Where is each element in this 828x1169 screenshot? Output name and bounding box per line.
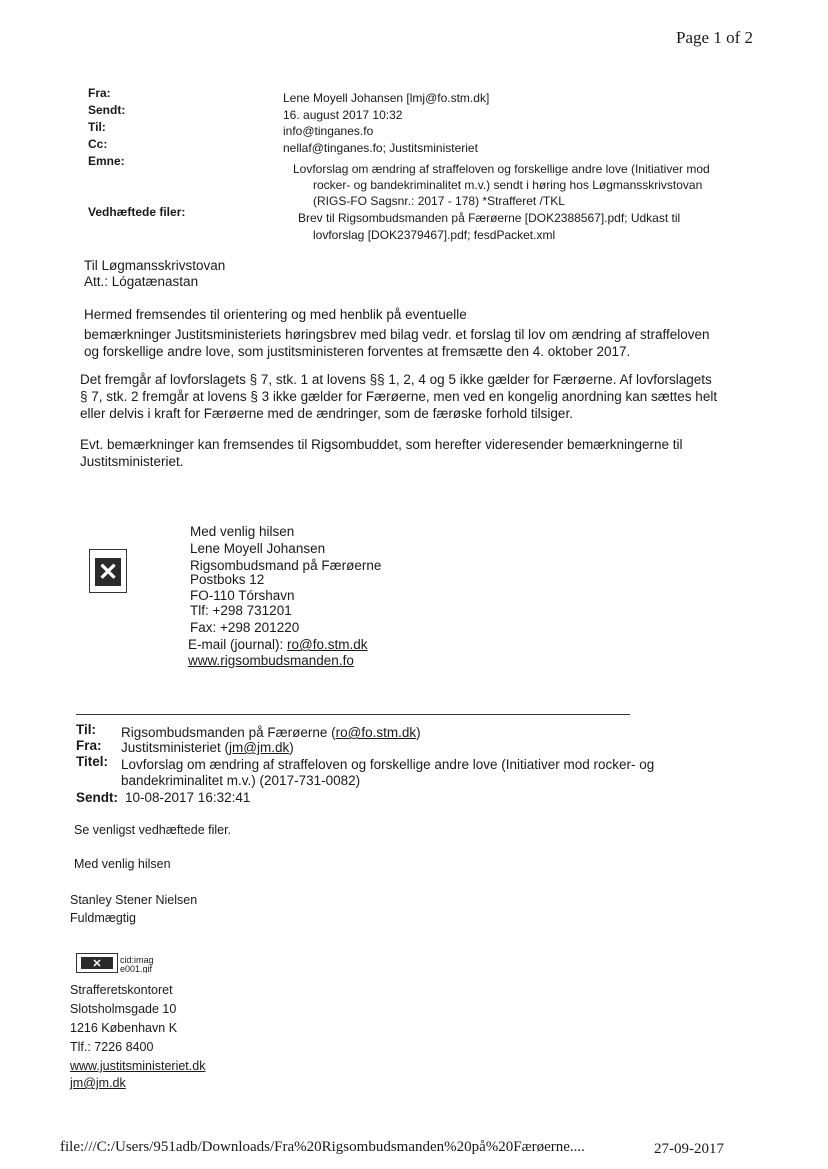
paragraph-1-line-2: bemærkninger Justitsministeriets høringsbrev med bilag vedr. et forslag til lov om ændring af straffeloven xyxy=(84,327,710,342)
recipient-line-2: Att.: Lógatænastan xyxy=(84,274,199,289)
address-line-4: Tlf.: 7226 8400 xyxy=(70,1040,154,1054)
fwd-sent-value: 10-08-2017 16:32:41 xyxy=(125,790,251,805)
msg2-email-link[interactable]: jm@jm.dk xyxy=(70,1076,126,1090)
subject-line-2: rocker- og bandekriminalitet m.v.) sendt i høring hos Løgmansskrivstovan xyxy=(313,178,703,192)
signature-line-7: Fax: +298 201220 xyxy=(190,620,300,635)
fwd-to-label: Til: xyxy=(76,722,96,737)
fwd-title-line-2: bandekriminalitet m.v.) (2017-731-0082) xyxy=(121,773,361,788)
signature-line-5: FO-110 Tórshavn xyxy=(190,588,295,603)
paragraph-2-line-1: Det fremgår af lovforslagets § 7, stk. 1 at lovens §§ 1, 2, 4 og 5 ikke gælder for Færøerne. Af lovforslagets xyxy=(80,372,712,387)
from-label: Fra: xyxy=(88,86,111,100)
signature-email-link[interactable]: ro@fo.stm.dk xyxy=(287,637,368,652)
msg2-line-2: Med venlig hilsen xyxy=(74,857,171,871)
footer-date: 27-09-2017 xyxy=(654,1141,724,1157)
from-value: Lene Moyell Johansen [lmj@fo.stm.dk] xyxy=(283,91,490,105)
paragraph-3-line-1: Evt. bemærkninger kan fremsendes til Rigsombuddet, som herefter videresender bemærkningerne til xyxy=(80,437,683,452)
fwd-to-email-link[interactable]: ro@fo.stm.dk xyxy=(335,725,417,740)
to-label: Til: xyxy=(88,120,106,134)
signature-line-2: Lene Moyell Johansen xyxy=(190,541,326,556)
to-value: info@tinganes.fo xyxy=(283,124,374,138)
fwd-from-row: Justitsministeriet (jm@jm.dk) xyxy=(121,740,294,755)
page-number: Page 1 of 2 xyxy=(676,28,753,47)
fwd-from-email-link[interactable]: jm@jm.dk xyxy=(229,740,290,755)
msg2-role: Fuldmægtig xyxy=(70,911,136,925)
signature-email-row xyxy=(188,637,368,652)
attachments-line-1[interactable]: Brev til Rigsombudsmanden på Færøerne [DOK2388567].pdf; Udkast til xyxy=(298,211,681,225)
signature-website-link[interactable]: www.rigsombudsmanden.fo xyxy=(188,653,354,668)
paragraph-1-line-1: Hermed fremsendes til orientering og med henblik på eventuelle xyxy=(84,307,467,322)
broken-image-icon: ✕ xyxy=(89,549,127,593)
recipient-line-1: Til Løgmansskrivstovan xyxy=(84,258,226,273)
subject-line-3: (RIGS-FO Sagsnr.: 2017 - 178) *Strafferet /TKL xyxy=(313,194,565,208)
paragraph-3-line-2: Justitsministeriet. xyxy=(80,454,184,469)
subject-label: Emne: xyxy=(88,154,125,168)
broken-image-small-icon: ✕ xyxy=(76,953,118,973)
sent-value: 16. august 2017 10:32 xyxy=(283,108,403,122)
subject-line-1: Lovforslag om ændring af straffeloven og forskellige andre love (Initiativer mod xyxy=(293,162,710,176)
fwd-from-label: Fra: xyxy=(76,738,102,753)
attachments-line-2[interactable]: lovforslag [DOK2379467].pdf; fesdPacket.xml xyxy=(313,228,556,242)
paragraph-2-line-3: eller delvis i kraft for Færøerne med de ændringer, som de færøske forhold tilsiger. xyxy=(80,406,573,421)
sent-label: Sendt: xyxy=(88,103,126,117)
cc-value: nellaf@tinganes.fo; Justitsministeriet xyxy=(283,141,478,155)
footer-path: file:///C:/Users/951adb/Downloads/Fra%20Rigsombudsmanden%20på%20Færøerne.... xyxy=(60,1139,585,1155)
signature-line-1: Med venlig hilsen xyxy=(190,524,295,539)
signature-line-3: Rigsombudsmand på Færøerne xyxy=(190,558,382,573)
separator-line xyxy=(76,714,630,715)
attachments-label: Vedhæftede filer: xyxy=(88,205,186,219)
fwd-title-line-1: Lovforslag om ændring af straffeloven og forskellige andre love (Initiativer mod rocker- og xyxy=(121,757,655,772)
msg2-website-link[interactable]: www.justitsministeriet.dk xyxy=(70,1059,206,1073)
msg2-line-1: Se venligst vedhæftede filer. xyxy=(74,823,232,837)
fwd-title-label: Titel: xyxy=(76,754,109,769)
fwd-to-row: Rigsombudsmanden på Færøerne (ro@fo.stm.dk) xyxy=(121,725,421,740)
signature-email-label: E-mail (journal): xyxy=(188,637,288,652)
fwd-sent-label: Sendt: xyxy=(76,790,118,805)
paragraph-2-line-2: § 7, stk. 2 fremgår at lovens § 3 ikke gælder for Færøerne, men ved en kongelig anordning kan sættes helt xyxy=(80,389,718,404)
address-line-1: Strafferetskontoret xyxy=(70,983,173,997)
image-alt-text: cid:imag e001.gif xyxy=(120,956,154,973)
signature-line-4: Postboks 12 xyxy=(190,572,265,587)
address-line-3: 1216 København K xyxy=(70,1021,178,1035)
address-line-2: Slotsholmsgade 10 xyxy=(70,1002,177,1016)
signature-line-6: Tlf: +298 731201 xyxy=(190,603,292,618)
cc-label: Cc: xyxy=(88,137,108,151)
msg2-name: Stanley Stener Nielsen xyxy=(70,893,198,907)
paragraph-1-line-3: og forskellige andre love, som justitsministeren forventes at fremsætte den 4. oktober 2017. xyxy=(84,344,631,359)
